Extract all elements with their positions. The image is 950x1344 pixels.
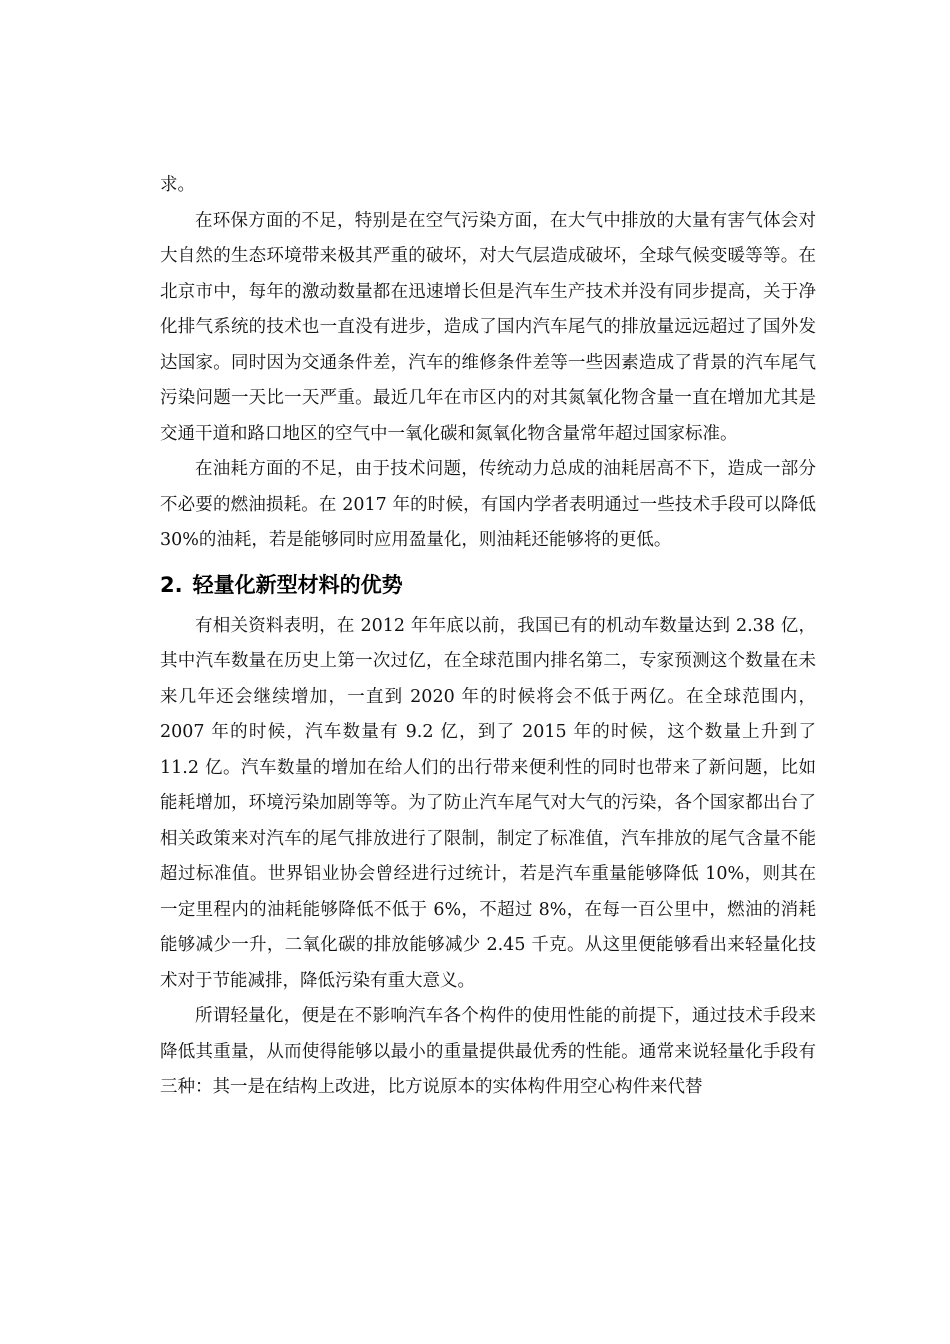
paragraph-environment: 在环保方面的不足，特别是在空气污染方面，在大气中排放的大量有害气体会对大自然的生态环境带来极其严重的破坏，对大气层造成破坏，全球气候变暖等等。在北京市中，每年的激动数量都在迅速增长但是汽车生产技术并没有同步提高，关于净化排气系统的技术也一直没有进步，造成了国内汽车尾气的排放量远远超过了国外发达国家。同时因为交通条件差，汽车的维修条件差等一些因素造成了背景的汽车尾气污染问题一天比一天严重。最近几年在市区内的对其氮氧化物含量一直在增加尤其是交通干道和路口地区的空气中一氧化碳和氮氧化物含量常年超过国家标准。 xyxy=(160,210,816,444)
document-body xyxy=(160,168,816,1106)
paragraph-lightweight-definition: 所谓轻量化，便是在不影响汽车各个构件的使用性能的前提下，通过技术手段来降低其重量，从而使得能够以最小的重量提供最优秀的性能。通常来说轻量化手段有三种：其一是在结构上改进，比方说原本的实体构件用空心构件来代替 xyxy=(160,1006,816,1097)
paragraph-vehicle-statistics: 有相关资料表明，在 2012 年年底以前，我国已有的机动车数量达到 2.38 亿，其中汽车数量在历史上第一次过亿，在全球范围内排名第二，专家预测这个数量在未来几年还会继续增加，一直到 2020 年的时候将会不低于两亿。在全球范围内，2007 年的时候，汽车数量有 9.2 亿，到了 2015 年的时候，这个数量上升到了 11.2 亿。汽车数量的增加在给人们的出行带来便利性的同时也带来了新问题，比如能耗增加，环境污染加剧等等。为了防止汽车尾气对大气的污染，各个国家都出台了相关政策来对汽车的尾气排放进行了限制，制定了标准值，汽车排放的尾气含量不能超过标准值。世界铝业协会曾经进行过统计，若是汽车重量能够降低 10%，则其在一定里程内的油耗能够降低不低于 6%，不超过 8%，在每一百公里中，燃油的消耗能够减少一升，二氧化碳的排放能够减少 2.45 千克。从这里便能够看出来轻量化技术对于节能减排，降低污染有重大意义。 xyxy=(160,615,816,991)
section-number: 2. xyxy=(160,572,183,597)
section-title: 轻量化新型材料的优势 xyxy=(192,572,403,597)
section-heading xyxy=(160,565,816,605)
paragraph-continued: 求。 xyxy=(160,175,195,195)
paragraph-fuel-consumption: 在油耗方面的不足，由于技术问题，传统动力总成的油耗居高不下，造成一部分不必要的燃油损耗。在 2017 年的时候，有国内学者表明通过一些技术手段可以降低 30%的油耗，若是能够同时应用盈量化，则油耗还能够将的更低。 xyxy=(160,459,816,550)
